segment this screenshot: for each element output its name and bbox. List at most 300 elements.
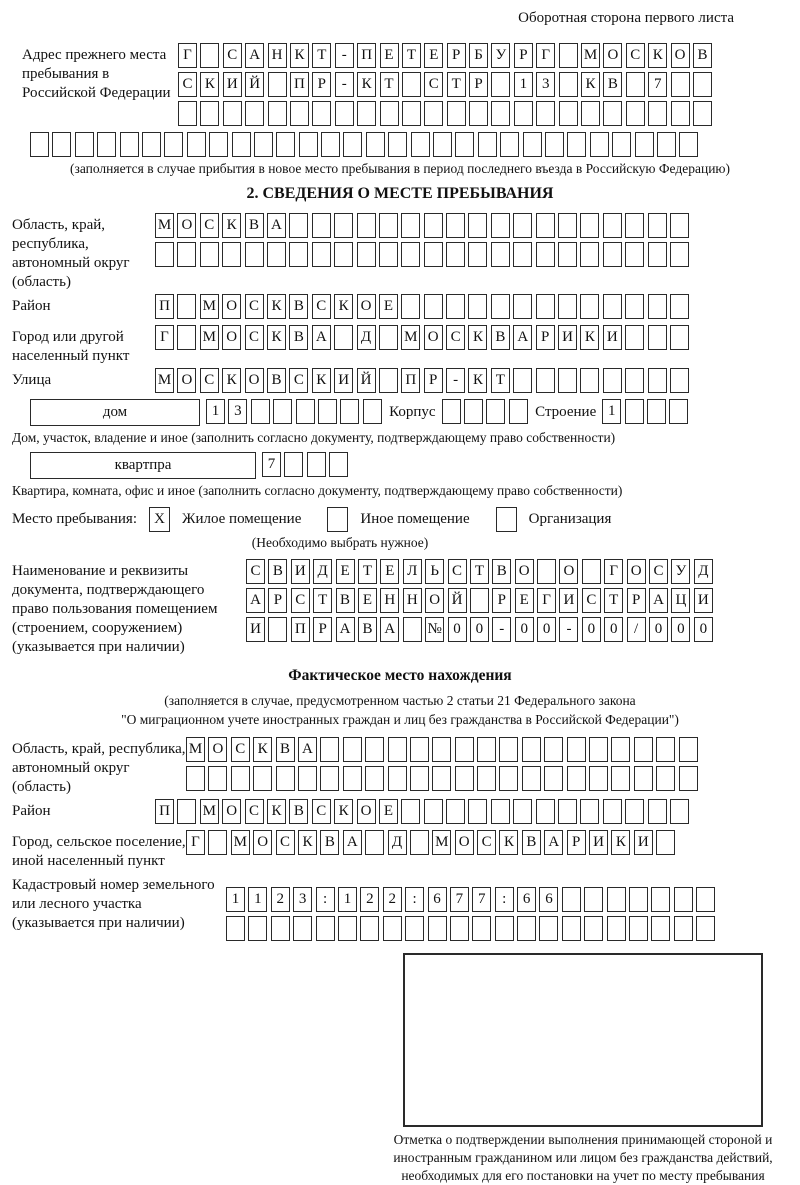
char-box[interactable] — [491, 294, 510, 319]
char-box[interactable] — [513, 213, 532, 238]
char-box[interactable] — [379, 368, 398, 393]
char-box[interactable] — [625, 399, 644, 424]
char-box[interactable]: О — [177, 368, 196, 393]
char-box[interactable]: М — [200, 799, 219, 824]
char-box[interactable] — [603, 213, 622, 238]
char-box[interactable] — [177, 242, 196, 267]
char-box[interactable] — [470, 588, 489, 613]
char-box[interactable]: : — [405, 887, 424, 912]
char-box[interactable] — [401, 294, 420, 319]
char-box[interactable] — [491, 101, 510, 126]
char-box[interactable]: К — [290, 43, 309, 68]
char-box[interactable] — [366, 132, 385, 157]
char-box[interactable]: С — [291, 588, 310, 613]
char-box[interactable] — [500, 132, 519, 157]
char-box[interactable] — [245, 242, 264, 267]
char-box[interactable]: С — [223, 43, 242, 68]
char-box[interactable]: Б — [469, 43, 488, 68]
char-box[interactable]: Р — [567, 830, 586, 855]
char-box[interactable]: О — [671, 43, 690, 68]
char-box[interactable]: Г — [604, 559, 623, 584]
char-box[interactable] — [433, 132, 452, 157]
char-box[interactable]: А — [336, 617, 355, 642]
char-box[interactable]: С — [312, 294, 331, 319]
char-box[interactable] — [357, 242, 376, 267]
char-box[interactable] — [186, 766, 205, 791]
char-box[interactable] — [200, 43, 219, 68]
char-box[interactable]: Ь — [425, 559, 444, 584]
char-box[interactable] — [635, 132, 654, 157]
char-box[interactable]: И — [589, 830, 608, 855]
char-box[interactable] — [329, 452, 348, 477]
char-box[interactable] — [187, 132, 206, 157]
char-box[interactable] — [312, 101, 331, 126]
char-box[interactable]: Р — [447, 43, 466, 68]
char-box[interactable]: Т — [491, 368, 510, 393]
char-box[interactable]: 3 — [228, 399, 247, 424]
char-box[interactable] — [343, 132, 362, 157]
char-box[interactable] — [334, 242, 353, 267]
char-box[interactable] — [648, 101, 667, 126]
char-box[interactable] — [455, 737, 474, 762]
char-box[interactable] — [491, 799, 510, 824]
char-box[interactable]: О — [357, 294, 376, 319]
char-box[interactable]: 1 — [514, 72, 533, 97]
char-box[interactable] — [268, 617, 287, 642]
char-box[interactable]: А — [544, 830, 563, 855]
char-box[interactable] — [379, 325, 398, 350]
char-box[interactable]: К — [253, 737, 272, 762]
char-box[interactable]: О — [177, 213, 196, 238]
char-box[interactable]: 1 — [338, 887, 357, 912]
char-box[interactable] — [603, 799, 622, 824]
char-box[interactable]: Р — [514, 43, 533, 68]
char-box[interactable] — [495, 916, 514, 941]
char-box[interactable]: Д — [388, 830, 407, 855]
char-box[interactable] — [164, 132, 183, 157]
char-box[interactable]: С — [178, 72, 197, 97]
char-box[interactable] — [290, 101, 309, 126]
char-box[interactable] — [580, 242, 599, 267]
char-box[interactable]: А — [513, 325, 532, 350]
char-box[interactable] — [558, 213, 577, 238]
char-box[interactable]: : — [495, 887, 514, 912]
char-box[interactable] — [629, 887, 648, 912]
char-box[interactable] — [357, 213, 376, 238]
char-box[interactable] — [232, 132, 251, 157]
char-box[interactable] — [580, 368, 599, 393]
char-box[interactable] — [477, 766, 496, 791]
char-box[interactable] — [656, 830, 675, 855]
char-box[interactable] — [567, 766, 586, 791]
char-box[interactable]: Й — [245, 72, 264, 97]
char-box[interactable] — [335, 101, 354, 126]
char-box[interactable]: Р — [492, 588, 511, 613]
char-box[interactable] — [268, 101, 287, 126]
char-box[interactable] — [499, 737, 518, 762]
char-box[interactable] — [321, 132, 340, 157]
char-box[interactable] — [338, 916, 357, 941]
char-box[interactable] — [401, 213, 420, 238]
char-box[interactable] — [522, 766, 541, 791]
char-box[interactable] — [405, 916, 424, 941]
char-box[interactable] — [626, 72, 645, 97]
char-box[interactable] — [455, 766, 474, 791]
char-box[interactable] — [320, 766, 339, 791]
char-box[interactable] — [648, 368, 667, 393]
char-box[interactable]: Р — [627, 588, 646, 613]
char-box[interactable] — [223, 101, 242, 126]
char-box[interactable] — [468, 213, 487, 238]
char-box[interactable]: 3 — [536, 72, 555, 97]
char-box[interactable]: О — [222, 325, 241, 350]
char-box[interactable] — [656, 737, 675, 762]
char-box[interactable] — [388, 737, 407, 762]
char-box[interactable]: В — [358, 617, 377, 642]
char-box[interactable] — [446, 294, 465, 319]
char-box[interactable] — [276, 766, 295, 791]
char-box[interactable] — [509, 399, 528, 424]
char-box[interactable] — [648, 213, 667, 238]
char-box[interactable]: Е — [379, 799, 398, 824]
char-box[interactable] — [491, 213, 510, 238]
char-box[interactable] — [513, 368, 532, 393]
char-box[interactable] — [696, 887, 715, 912]
char-box[interactable]: П — [290, 72, 309, 97]
char-box[interactable]: О — [559, 559, 578, 584]
char-box[interactable]: Г — [178, 43, 197, 68]
char-box[interactable]: 0 — [582, 617, 601, 642]
char-box[interactable]: : — [316, 887, 335, 912]
char-box[interactable]: - — [446, 368, 465, 393]
stay-type-checkbox-organization[interactable] — [496, 507, 517, 532]
char-box[interactable] — [298, 766, 317, 791]
char-box[interactable] — [537, 559, 556, 584]
char-box[interactable]: Р — [424, 368, 443, 393]
char-box[interactable]: 6 — [517, 887, 536, 912]
char-box[interactable] — [365, 737, 384, 762]
char-box[interactable] — [424, 213, 443, 238]
char-box[interactable]: Л — [403, 559, 422, 584]
char-box[interactable] — [360, 916, 379, 941]
char-box[interactable] — [268, 72, 287, 97]
char-box[interactable] — [679, 737, 698, 762]
char-box[interactable]: Т — [447, 72, 466, 97]
char-box[interactable] — [513, 242, 532, 267]
char-box[interactable]: П — [155, 294, 174, 319]
char-box[interactable]: С — [245, 325, 264, 350]
char-box[interactable] — [177, 799, 196, 824]
char-box[interactable]: Г — [186, 830, 205, 855]
char-box[interactable] — [388, 132, 407, 157]
char-box[interactable] — [670, 213, 689, 238]
char-box[interactable] — [334, 213, 353, 238]
char-box[interactable]: И — [559, 588, 578, 613]
char-box[interactable] — [289, 242, 308, 267]
char-box[interactable] — [674, 916, 693, 941]
char-box[interactable] — [289, 213, 308, 238]
char-box[interactable] — [558, 294, 577, 319]
char-box[interactable] — [142, 132, 161, 157]
char-box[interactable]: Т — [402, 43, 421, 68]
char-box[interactable] — [334, 325, 353, 350]
char-box[interactable] — [177, 294, 196, 319]
char-box[interactable] — [432, 737, 451, 762]
char-box[interactable] — [499, 766, 518, 791]
char-box[interactable] — [559, 72, 578, 97]
char-box[interactable] — [312, 242, 331, 267]
char-box[interactable] — [455, 132, 474, 157]
char-box[interactable]: Е — [358, 588, 377, 613]
char-box[interactable] — [401, 242, 420, 267]
char-box[interactable] — [669, 399, 688, 424]
char-box[interactable] — [679, 132, 698, 157]
char-box[interactable] — [625, 368, 644, 393]
char-box[interactable]: 7 — [262, 452, 281, 477]
char-box[interactable]: В — [289, 325, 308, 350]
char-box[interactable] — [648, 325, 667, 350]
char-box[interactable] — [679, 766, 698, 791]
char-box[interactable]: С — [200, 368, 219, 393]
char-box[interactable] — [120, 132, 139, 157]
char-box[interactable] — [696, 916, 715, 941]
char-box[interactable]: В — [320, 830, 339, 855]
char-box[interactable] — [603, 101, 622, 126]
char-box[interactable]: К — [298, 830, 317, 855]
char-box[interactable]: 2 — [360, 887, 379, 912]
char-box[interactable] — [402, 101, 421, 126]
char-box[interactable] — [626, 101, 645, 126]
char-box[interactable]: В — [491, 325, 510, 350]
char-box[interactable]: И — [603, 325, 622, 350]
char-box[interactable]: О — [357, 799, 376, 824]
char-box[interactable] — [276, 132, 295, 157]
char-box[interactable]: В — [289, 294, 308, 319]
char-box[interactable] — [178, 101, 197, 126]
char-box[interactable]: А — [246, 588, 265, 613]
char-box[interactable] — [383, 916, 402, 941]
char-box[interactable]: Р — [313, 617, 332, 642]
char-box[interactable] — [254, 132, 273, 157]
char-box[interactable]: А — [298, 737, 317, 762]
char-box[interactable]: О — [515, 559, 534, 584]
char-box[interactable] — [401, 799, 420, 824]
char-box[interactable] — [231, 766, 250, 791]
char-box[interactable] — [410, 766, 429, 791]
char-box[interactable]: Е — [515, 588, 534, 613]
char-box[interactable] — [316, 916, 335, 941]
char-box[interactable] — [411, 132, 430, 157]
char-box[interactable] — [589, 737, 608, 762]
char-box[interactable]: М — [155, 213, 174, 238]
char-box[interactable]: 7 — [472, 887, 491, 912]
char-box[interactable]: С — [231, 737, 250, 762]
char-box[interactable] — [468, 799, 487, 824]
char-box[interactable]: К — [267, 799, 286, 824]
char-box[interactable]: Е — [379, 294, 398, 319]
char-box[interactable] — [523, 132, 542, 157]
char-box[interactable] — [424, 242, 443, 267]
char-box[interactable]: В — [603, 72, 622, 97]
char-box[interactable] — [670, 294, 689, 319]
char-box[interactable] — [656, 766, 675, 791]
char-box[interactable]: М — [186, 737, 205, 762]
char-box[interactable] — [478, 132, 497, 157]
char-box[interactable]: Н — [403, 588, 422, 613]
char-box[interactable] — [567, 132, 586, 157]
char-box[interactable] — [52, 132, 71, 157]
char-box[interactable]: Г — [155, 325, 174, 350]
char-box[interactable]: 3 — [293, 887, 312, 912]
char-box[interactable] — [558, 368, 577, 393]
char-box[interactable]: М — [200, 294, 219, 319]
char-box[interactable] — [536, 213, 555, 238]
char-box[interactable] — [607, 916, 626, 941]
char-box[interactable] — [284, 452, 303, 477]
char-box[interactable] — [491, 72, 510, 97]
char-box[interactable]: С — [246, 559, 265, 584]
char-box[interactable] — [670, 242, 689, 267]
char-box[interactable] — [75, 132, 94, 157]
char-box[interactable] — [693, 72, 712, 97]
char-box[interactable] — [271, 916, 290, 941]
char-box[interactable] — [248, 916, 267, 941]
char-box[interactable]: В — [245, 213, 264, 238]
char-box[interactable]: К — [580, 325, 599, 350]
char-box[interactable] — [312, 213, 331, 238]
char-box[interactable] — [607, 887, 626, 912]
char-box[interactable]: - — [335, 43, 354, 68]
char-box[interactable] — [200, 101, 219, 126]
char-box[interactable]: И — [558, 325, 577, 350]
char-box[interactable]: Г — [536, 43, 555, 68]
char-box[interactable]: Д — [357, 325, 376, 350]
char-box[interactable]: У — [491, 43, 510, 68]
char-box[interactable]: О — [253, 830, 272, 855]
char-box[interactable]: - — [559, 617, 578, 642]
char-box[interactable] — [432, 766, 451, 791]
char-box[interactable] — [402, 72, 421, 97]
char-box[interactable] — [582, 559, 601, 584]
char-box[interactable]: Т — [604, 588, 623, 613]
char-box[interactable]: Р — [312, 72, 331, 97]
char-box[interactable]: Р — [536, 325, 555, 350]
char-box[interactable]: А — [343, 830, 362, 855]
char-box[interactable] — [293, 916, 312, 941]
char-box[interactable]: Е — [380, 43, 399, 68]
char-box[interactable] — [226, 916, 245, 941]
char-box[interactable] — [517, 916, 536, 941]
char-box[interactable] — [513, 294, 532, 319]
char-box[interactable]: И — [291, 559, 310, 584]
char-box[interactable]: К — [468, 325, 487, 350]
char-box[interactable]: С — [649, 559, 668, 584]
char-box[interactable]: - — [335, 72, 354, 97]
char-box[interactable] — [424, 799, 443, 824]
char-box[interactable]: П — [155, 799, 174, 824]
char-box[interactable] — [469, 101, 488, 126]
char-box[interactable] — [562, 916, 581, 941]
char-box[interactable] — [410, 737, 429, 762]
char-box[interactable] — [208, 830, 227, 855]
char-box[interactable]: 0 — [537, 617, 556, 642]
char-box[interactable] — [536, 368, 555, 393]
char-box[interactable] — [580, 294, 599, 319]
char-box[interactable]: Е — [380, 559, 399, 584]
char-box[interactable]: 0 — [694, 617, 713, 642]
char-box[interactable] — [97, 132, 116, 157]
char-box[interactable]: А — [267, 213, 286, 238]
char-box[interactable]: № — [425, 617, 444, 642]
char-box[interactable]: К — [312, 368, 331, 393]
char-box[interactable]: К — [267, 325, 286, 350]
char-box[interactable]: С — [448, 559, 467, 584]
char-box[interactable] — [536, 294, 555, 319]
char-box[interactable]: - — [492, 617, 511, 642]
char-box[interactable]: 0 — [515, 617, 534, 642]
char-box[interactable] — [567, 737, 586, 762]
char-box[interactable]: В — [267, 368, 286, 393]
char-box[interactable] — [245, 101, 264, 126]
char-box[interactable] — [343, 766, 362, 791]
char-box[interactable] — [625, 294, 644, 319]
char-box[interactable]: 0 — [604, 617, 623, 642]
char-box[interactable] — [365, 830, 384, 855]
char-box[interactable]: Е — [424, 43, 443, 68]
char-box[interactable] — [625, 242, 644, 267]
char-box[interactable]: К — [648, 43, 667, 68]
char-box[interactable] — [267, 242, 286, 267]
char-box[interactable]: 2 — [271, 887, 290, 912]
char-box[interactable] — [410, 830, 429, 855]
char-box[interactable]: У — [671, 559, 690, 584]
char-box[interactable]: С — [424, 72, 443, 97]
char-box[interactable]: М — [155, 368, 174, 393]
char-box[interactable]: С — [477, 830, 496, 855]
char-box[interactable] — [603, 294, 622, 319]
char-box[interactable] — [674, 887, 693, 912]
char-box[interactable] — [625, 799, 644, 824]
char-box[interactable] — [544, 737, 563, 762]
char-box[interactable]: С — [582, 588, 601, 613]
char-box[interactable] — [651, 916, 670, 941]
char-box[interactable]: С — [626, 43, 645, 68]
char-box[interactable]: Й — [357, 368, 376, 393]
char-box[interactable]: С — [289, 368, 308, 393]
char-box[interactable]: К — [357, 72, 376, 97]
char-box[interactable] — [625, 213, 644, 238]
char-box[interactable] — [446, 213, 465, 238]
char-box[interactable] — [513, 799, 532, 824]
char-box[interactable]: Ц — [671, 588, 690, 613]
char-box[interactable]: К — [222, 213, 241, 238]
char-box[interactable]: 6 — [428, 887, 447, 912]
char-box[interactable] — [468, 242, 487, 267]
char-box[interactable]: С — [276, 830, 295, 855]
char-box[interactable]: В — [336, 588, 355, 613]
char-box[interactable]: К — [468, 368, 487, 393]
char-box[interactable] — [447, 101, 466, 126]
char-box[interactable] — [468, 294, 487, 319]
char-box[interactable]: М — [401, 325, 420, 350]
char-box[interactable]: О — [222, 294, 241, 319]
char-box[interactable] — [634, 766, 653, 791]
char-box[interactable]: И — [223, 72, 242, 97]
char-box[interactable] — [442, 399, 461, 424]
char-box[interactable] — [486, 399, 505, 424]
char-box[interactable]: А — [312, 325, 331, 350]
char-box[interactable]: 0 — [649, 617, 668, 642]
